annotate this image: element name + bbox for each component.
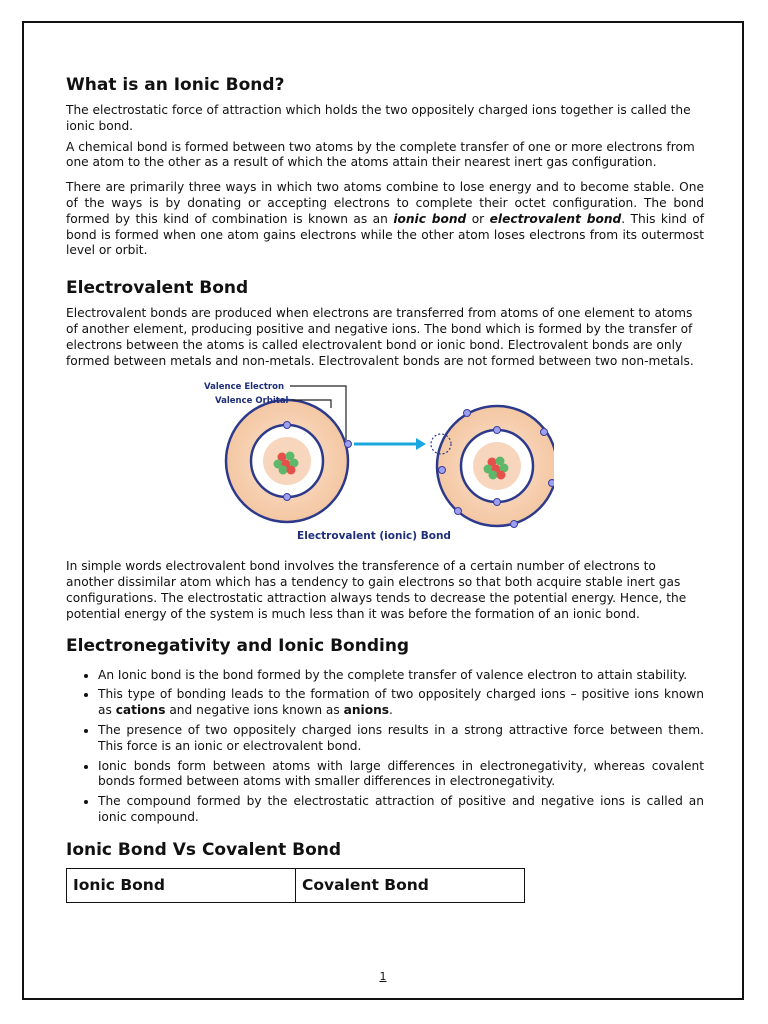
list-item: • The compound formed by the electrostatic attraction of positive and negative ions is called an ionic compound.	[98, 794, 704, 826]
paragraph-three-ways	[66, 180, 704, 259]
diagram-caption: Electrovalent (ionic) Bond	[297, 530, 451, 543]
list-item: • The presence of two oppositely charged ions results in a strong attractive force between them. This force is an ionic or electrovalent bond.	[98, 723, 704, 755]
text-fragment: .	[389, 703, 393, 718]
table-header-row	[67, 868, 525, 902]
term-cations: cations	[115, 703, 166, 718]
list-item: • Ionic bonds form between atoms with large differences in electronegativity, whereas covalent bonds formed between atoms with smaller differences in electronegativity.	[98, 759, 704, 791]
label-valence-orbital: Valence Orbital	[215, 396, 289, 407]
text-fragment: This type of bonding leads to the formation of two oppositely charged ions – positive ions known as	[98, 687, 704, 718]
document-page	[22, 21, 744, 1000]
arrow-head	[416, 438, 426, 450]
text-fragment: or	[466, 211, 490, 226]
term-ionic-bond: ionic bond	[393, 211, 467, 226]
electrovalent-bond-diagram	[194, 378, 554, 546]
term-anions: anions	[343, 703, 390, 718]
paragraph-definition: The electrostatic force of attraction which holds the two oppositely charged ions together is called the ionic bond.	[66, 103, 691, 133]
comparison-table	[66, 868, 525, 903]
column-header-covalent: Covalent Bond	[296, 868, 525, 902]
heading-electronegativity: Electronegativity and Ionic Bonding	[66, 635, 410, 656]
valence-electron-dot	[345, 441, 352, 448]
paragraph-simple-words: In simple words electrovalent bond involves the transference of a certain number of electrons to another dissimilar atom which has a tendency to gain electrons so that both acquire stable inert gas configurations. The electrostatic attraction always tends to decrease the potential energy. Hence, the potential energy of the system is much less than it was before the formation of an ionic bond.	[66, 559, 687, 621]
diagram-svg	[194, 378, 554, 546]
text-fragment: and negative ions known as	[165, 703, 344, 718]
term-electrovalent-bond: electrovalent bond	[489, 211, 622, 226]
label-valence-electron: Valence Electron	[204, 382, 285, 393]
list-item	[98, 687, 704, 719]
paragraph-electrovalent: Electrovalent bonds are produced when electrons are transferred from atoms of one element to atoms of another element, producing positive and negative ions. The bond which is formed by the transfer of electrons between the atoms is called electrovalent bond or ionic bond. Electrovalent bonds are only formed between metals and non-metals. Electrovalent bonds are not formed between two non-metals.	[66, 306, 694, 368]
page-number: 1	[379, 970, 387, 983]
electronegativity-list	[66, 668, 704, 826]
text-fragment: . This kind of bond is formed when one atom gains electrons while the other atom loses electrons from its outermost level or orbit.	[66, 211, 705, 258]
list-item: • An Ionic bond is the bond formed by the complete transfer of valence electron to attain stability.	[98, 668, 704, 684]
left-atom	[226, 400, 352, 522]
heading-electrovalent-bond: Electrovalent Bond	[66, 278, 249, 299]
page-content	[66, 75, 704, 903]
paragraph-chemical-bond: A chemical bond is formed between two atoms by the complete transfer of one or more electrons from one atom to the other as a result of which the atoms attain their nearest inert gas configuration.	[66, 139, 695, 170]
text-fragment: There are primarily three ways in which two atoms combine to lose energy and to become stable. One of the ways is by donating or accepting electrons to complete their octet configuration. The bond formed by this kind of combination is known as an	[66, 180, 704, 226]
right-atom	[431, 406, 554, 528]
heading-what-is-ionic-bond: What is an Ionic Bond?	[66, 75, 285, 95]
heading-ionic-vs-covalent: Ionic Bond Vs Covalent Bond	[66, 839, 342, 860]
column-header-ionic: Ionic Bond	[67, 868, 296, 902]
